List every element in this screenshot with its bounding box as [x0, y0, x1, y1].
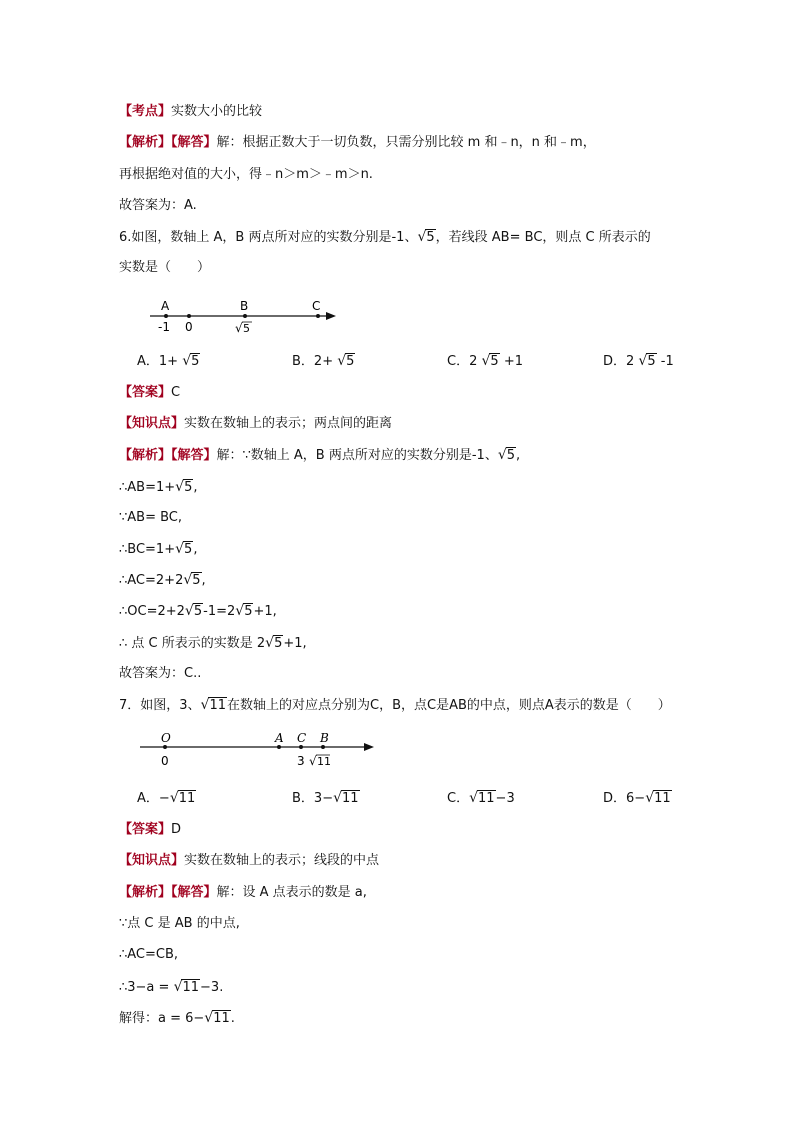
- label-sqrt11: 11: [317, 755, 331, 768]
- q5-kaodian: [119, 103, 262, 121]
- q6-stem-line1: [119, 228, 651, 247]
- q6-jiexi-step-1: [119, 478, 197, 497]
- step-post: .: [230, 1011, 235, 1026]
- choice-letter: C．: [447, 791, 470, 806]
- sqrt-expression: √5: [184, 603, 203, 619]
- choice-letter: C．: [447, 354, 470, 369]
- q7-jiexi-step-0: [119, 884, 367, 902]
- sqrt-expression: √5: [175, 541, 193, 557]
- sqrt-argument: 5: [426, 230, 435, 245]
- sqrt-argument: 11: [213, 1011, 230, 1026]
- point-A: [277, 745, 281, 749]
- q6-choice-A[interactable]: [137, 352, 200, 371]
- sqrt-argument: 5: [191, 354, 200, 369]
- zhishidian-text: 实数在数轴上的表示；两点间的距离: [184, 416, 393, 431]
- zhishidian-tag: 【知识点】: [119, 853, 185, 868]
- q6-final-answer: 故答案为：C..: [119, 666, 202, 681]
- answer-tag: 【答案】: [119, 822, 172, 837]
- q7-stem-post: 在数轴上的对应点分别为C，B，点C是AB的中点，则点A表示的数是（ ）: [227, 698, 671, 713]
- sqrt-expression: √11: [469, 790, 495, 806]
- sqrt-argument: 11: [178, 791, 196, 806]
- sqrt-expression: √5: [183, 572, 201, 588]
- q5-answer-line: 故答案为：A.: [119, 198, 197, 213]
- step-pre: 解：设 A 点表示的数是 a,: [216, 885, 367, 900]
- sqrt-expression: √5: [265, 635, 283, 651]
- sqrt-argument: 5: [274, 636, 283, 651]
- sqrt-expression: √5: [497, 447, 516, 463]
- point-0: [187, 314, 191, 318]
- choice-pre: −: [158, 791, 170, 806]
- choice-letter: B．: [292, 791, 314, 806]
- q7-jiexi-step-3: [119, 978, 223, 997]
- jiexi-tag: 【解析】【解答】: [119, 448, 217, 463]
- sqrt-expression: √5: [175, 479, 193, 495]
- sqrt-expression: √5: [417, 229, 435, 245]
- sqrt-expression: √11: [204, 1010, 230, 1026]
- kaodian-tag: 【考点】: [119, 104, 172, 119]
- sqrt-argument: 11: [478, 791, 495, 806]
- q6-jiexi-step-6: [119, 634, 307, 653]
- point-O: [163, 745, 167, 749]
- q6-stem-part2: ，若线段 AB= BC，则点 C 所表示的: [435, 230, 651, 245]
- choice-post: −3: [495, 791, 515, 806]
- label-zero: 0: [161, 754, 169, 768]
- point-C: [299, 745, 303, 749]
- q7-jiexi-step-1: [119, 915, 240, 933]
- q6-jiexi-step-0: [119, 446, 520, 465]
- choice-pre: 2+: [313, 354, 338, 369]
- step-post: ,: [516, 448, 521, 463]
- step-pre: 解：∵数轴上 A，B 两点所对应的实数分别是-1、: [216, 448, 498, 463]
- q7-stem-pre: 7．如图，3、: [119, 698, 201, 713]
- sqrt-expression: √11: [200, 697, 227, 713]
- label-B: B: [240, 299, 249, 313]
- q6-jiexi-step-2: [119, 509, 182, 527]
- kaodian-text: 实数大小的比较: [171, 104, 263, 119]
- sqrt-argument: 5: [192, 573, 201, 588]
- sqrt-argument: 11: [654, 791, 671, 806]
- step-post: ,: [201, 573, 206, 588]
- label-C: C: [297, 731, 307, 745]
- label-sqrt-symbol: √: [235, 321, 243, 335]
- label-B: B: [320, 731, 329, 745]
- step-pre: ∴AC=2+2: [119, 573, 184, 588]
- step-pre: ∴BC=1+: [119, 542, 176, 557]
- sqrt-argument: 5: [184, 480, 193, 495]
- q7-choice-A[interactable]: [137, 789, 196, 808]
- choice-post: +1: [499, 354, 523, 369]
- sqrt-expression: √5: [337, 353, 355, 369]
- step-pre: ∵AB= BC,: [119, 510, 183, 525]
- sqrt-argument: 11: [342, 791, 359, 806]
- label-C: C: [312, 299, 321, 313]
- sqrt-argument: 5: [506, 448, 516, 463]
- q6-jiexi-step-3: [119, 540, 197, 559]
- choice-pre: 6−: [626, 791, 646, 806]
- q7-jiexi-step-2: [119, 946, 178, 964]
- label-O: O: [161, 731, 171, 745]
- q7-answer: [119, 821, 181, 839]
- choice-pre: 2: [469, 354, 482, 369]
- q7-choice-C[interactable]: [447, 789, 515, 808]
- sqrt-argument: 5: [647, 354, 656, 369]
- choice-post: -1: [656, 354, 674, 369]
- step-post: −3.: [200, 980, 224, 995]
- point-A: [164, 314, 168, 318]
- q7-jiexi-step-4: [119, 1009, 235, 1028]
- point-C: [316, 314, 320, 318]
- q5-jiexi-line2: 再根据绝对值的大小，得﹣n＞m＞﹣m＞n.: [119, 167, 373, 182]
- choice-letter: D．: [603, 354, 627, 369]
- label-A: A: [161, 299, 170, 313]
- sqrt-expression: √11: [645, 790, 671, 806]
- q7-number-line-figure: [140, 730, 380, 776]
- choice-pre: 3−: [313, 791, 334, 806]
- step-post: ,: [193, 480, 198, 495]
- q7-choice-D[interactable]: [603, 789, 672, 808]
- label-A: A: [275, 731, 284, 745]
- sqrt-argument: 11: [209, 698, 227, 713]
- sqrt-expression: √5: [182, 353, 200, 369]
- step-pre: ∴OC=2+2: [119, 604, 185, 619]
- choice-letter: A．: [137, 791, 159, 806]
- step-pre: ∵点 C 是 AB 的中点,: [119, 916, 240, 931]
- choice-pre: 1+: [158, 354, 183, 369]
- q6-choice-D[interactable]: [603, 352, 674, 371]
- q7-choice-B[interactable]: [292, 789, 360, 808]
- step-pre: 解得：a = 6−: [119, 1011, 205, 1026]
- q6-stem-part1: 6.如图，数轴上 A，B 两点所对应的实数分别是-1、: [119, 230, 418, 245]
- sqrt-argument: 11: [182, 980, 200, 995]
- q6-number-line-figure: [150, 294, 340, 340]
- sqrt-argument: 5: [490, 354, 499, 369]
- q6-jiexi-step-5: [119, 602, 277, 621]
- jiexi-text: 解：根据正数大于一切负数，只需分别比较 m 和﹣n，n 和﹣m，: [216, 135, 596, 150]
- label-sqrt5: 5: [243, 322, 250, 335]
- q6-zhishidian: [119, 415, 392, 433]
- step-pre: ∴AC=CB,: [119, 947, 179, 962]
- q6-choice-B[interactable]: [292, 352, 355, 371]
- sqrt-argument: 5: [244, 604, 253, 619]
- point-B: [243, 314, 247, 318]
- answer-tag: 【答案】: [119, 385, 172, 400]
- q6-answer: [119, 384, 180, 402]
- step-post: +1,: [283, 636, 307, 651]
- step-post: ,: [193, 542, 198, 557]
- step-pre: ∴3−a =: [119, 980, 174, 995]
- sqrt-argument: 5: [193, 604, 203, 619]
- step-pre: ∴AB=1+: [119, 480, 176, 495]
- choice-pre: 2: [626, 354, 639, 369]
- jiexi-tag: 【解析】【解答】: [119, 885, 217, 900]
- q6-choice-C[interactable]: [447, 352, 523, 371]
- point-B: [321, 745, 325, 749]
- sqrt-expression: √11: [333, 790, 359, 806]
- label-zero: 0: [185, 320, 193, 334]
- sqrt-expression: √11: [173, 979, 200, 995]
- answer-value: D: [171, 822, 182, 837]
- step-post: -1=2: [203, 604, 236, 619]
- label-minus1: -1: [158, 320, 170, 334]
- jiexi-tag: 【解析】【解答】: [119, 135, 217, 150]
- answer-value: C: [171, 385, 181, 400]
- sqrt-expression: √5: [481, 353, 499, 369]
- choice-letter: B．: [292, 354, 314, 369]
- arrow-head: [326, 312, 336, 320]
- step-pre: ∴ 点 C 所表示的实数是 2: [119, 636, 266, 651]
- q6-jiexi-step-4: [119, 571, 206, 590]
- zhishidian-text: 实数在数轴上的表示；线段的中点: [184, 853, 380, 868]
- q7-stem: [119, 696, 671, 715]
- q7-zhishidian: [119, 852, 379, 870]
- label-sqrt-symbol: √: [309, 754, 317, 768]
- sqrt-argument: 5: [184, 542, 193, 557]
- choice-letter: A．: [137, 354, 159, 369]
- step-post: +1,: [253, 604, 277, 619]
- label-three: 3: [297, 754, 305, 768]
- sqrt-expression: √5: [638, 353, 656, 369]
- q6-stem-line2: 实数是（ ）: [119, 260, 211, 275]
- q5-jiexi-line1: [119, 134, 596, 152]
- sqrt-expression: √5: [235, 603, 253, 619]
- sqrt-argument: 5: [346, 354, 355, 369]
- sqrt-expression: √11: [169, 790, 196, 806]
- choice-letter: D．: [603, 791, 627, 806]
- arrow-head: [364, 743, 374, 751]
- zhishidian-tag: 【知识点】: [119, 416, 185, 431]
